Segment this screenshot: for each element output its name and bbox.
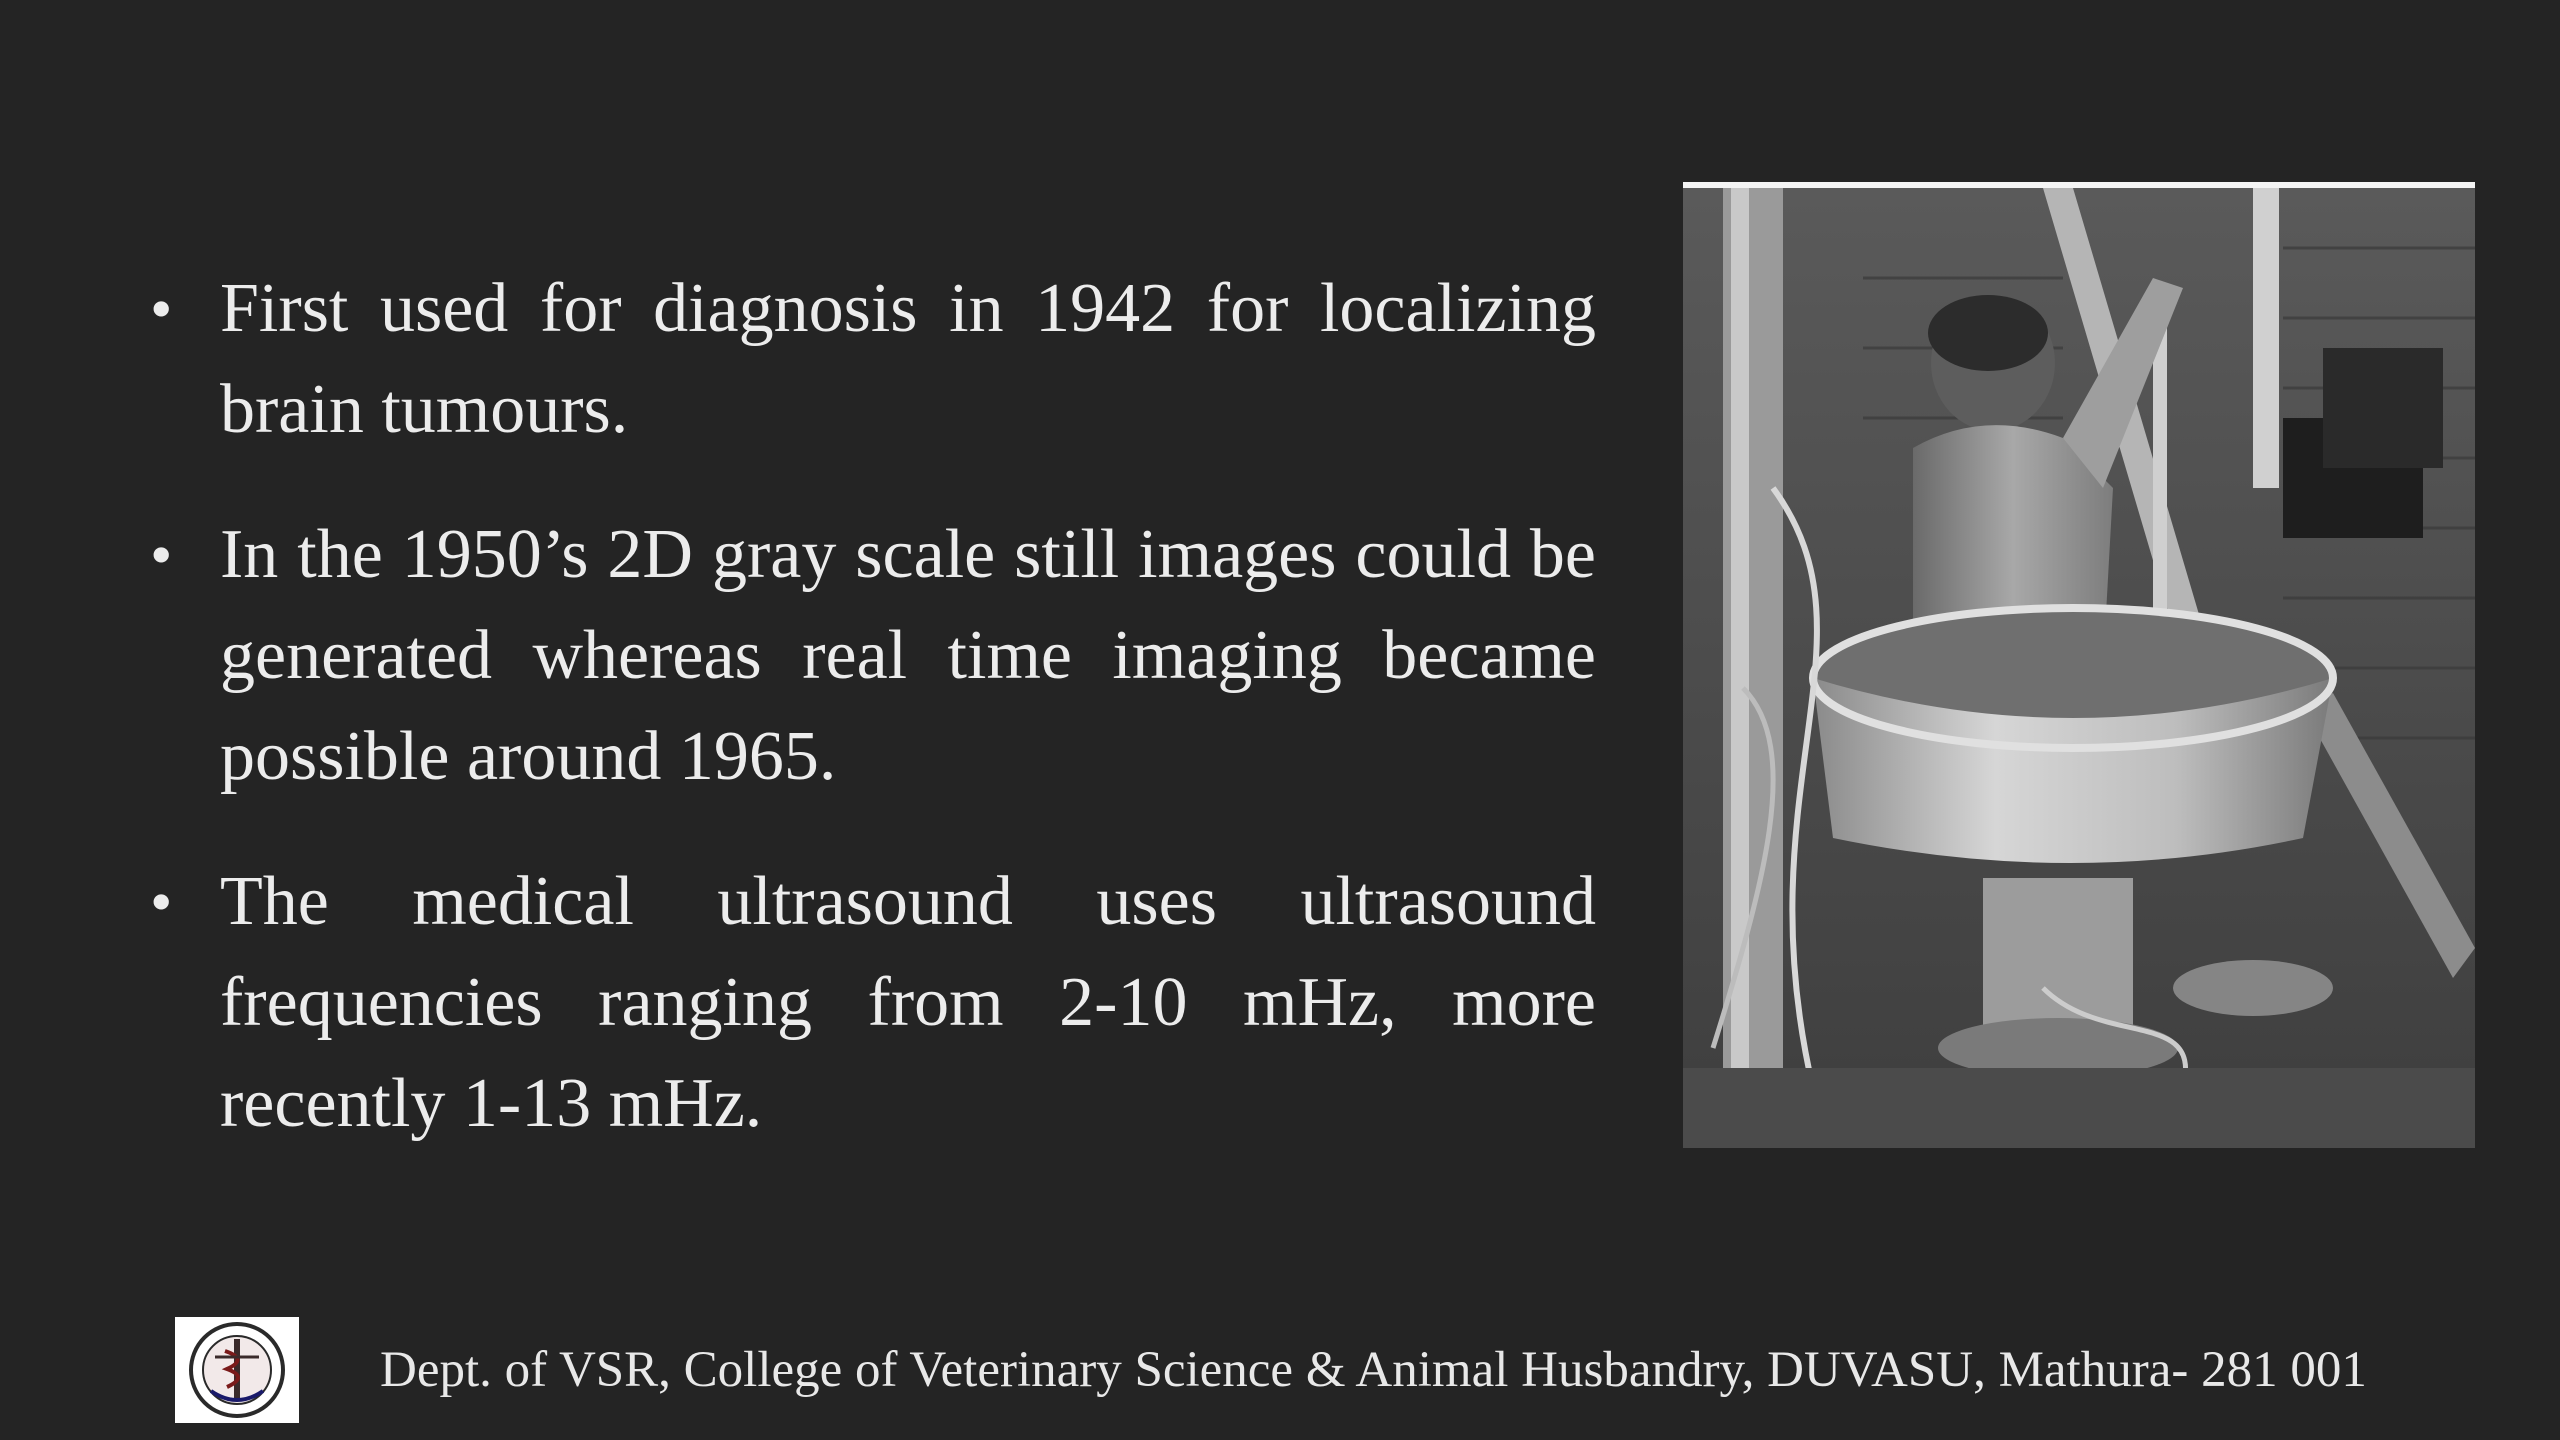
bullet-text: First used for diagnosis in 1942 for localizing brain tumours. [220,270,1596,448]
college-logo [175,1317,299,1423]
bullet-item [140,851,1596,1154]
historical-photo-icon [1683,188,2475,1148]
bullet-item [140,504,1596,807]
historical-photo [1683,182,2475,1148]
college-emblem-icon [175,1317,299,1423]
footer-text: Dept. of VSR, College of Veterinary Science & Animal Husbandry, DUVASU, Mathura- 281 001 [380,1342,2367,1398]
bullet-list [140,258,1596,1198]
bullet-dot: • [150,866,173,937]
bullet-dot: • [150,273,173,344]
bullet-dot: • [150,519,173,590]
bullet-item [140,258,1596,460]
bullet-text: In the 1950’s 2D gray scale still images could be generated whereas real time imaging became possible around 1965. [220,516,1596,795]
bullet-text: The medical ultrasound uses ultrasound frequencies ranging from 2-10 mHz, more recently 1-13 mHz. [220,863,1596,1142]
